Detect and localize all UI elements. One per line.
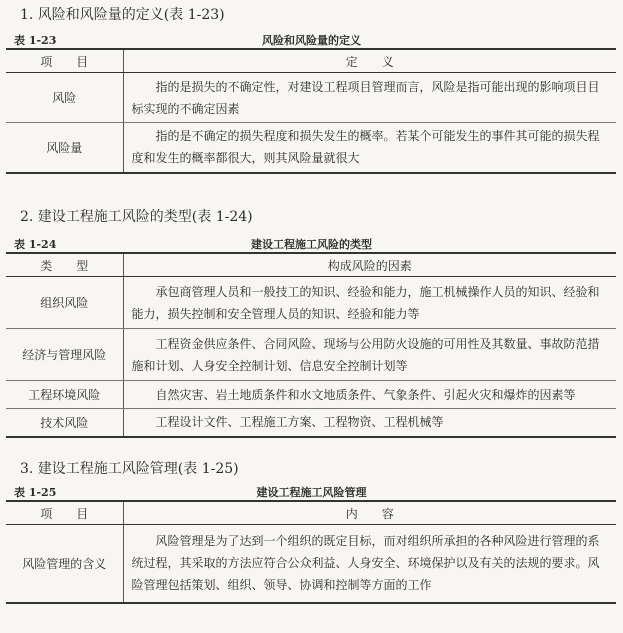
table-row <box>6 277 616 329</box>
column-header-definition: 定 义 <box>123 49 616 73</box>
row-label: 工程环境风险 <box>6 381 123 409</box>
column-header-item: 项 目 <box>6 501 123 525</box>
table-caption <box>0 30 623 48</box>
section-risk-types <box>0 208 623 438</box>
section-heading: 3. 建设工程施工风险管理(表 1-25) <box>20 461 239 477</box>
column-header-item: 项 目 <box>6 49 123 73</box>
table-number: 表 1-25 <box>14 486 57 499</box>
row-content: 风险管理是为了达到一个组织的既定目标，而对组织所承担的各种风险进行管理的系统过程，其采取的方法应符合公众利益、人身安全、环境保护以及有关的法规的要求。风险管理包括策划、组织、领导、协调和控制等方面的工作 <box>123 525 616 603</box>
row-label: 组织风险 <box>6 277 123 329</box>
row-content: 指的是不确定的损失程度和损失发生的概率。若某个可能发生的事件其可能的损失程度和发生的概率都很大，则其风险量就很大 <box>123 123 616 173</box>
row-label: 风险 <box>6 73 123 123</box>
column-header-type: 类 型 <box>6 253 123 277</box>
table-header-row <box>6 501 616 525</box>
table-row <box>6 525 616 603</box>
table-title: 建设工程施工风险管理 <box>256 486 367 499</box>
table-header-row <box>6 253 616 277</box>
table-number: 表 1-24 <box>14 238 57 251</box>
table-risk-management <box>6 500 616 604</box>
table-row <box>6 73 616 123</box>
row-content: 工程资金供应条件、合同风险、现场与公用防火设施的可用性及其数量、事故防范措施和计划、人身安全控制计划、信息安全控制计划等 <box>123 329 616 381</box>
table-header-row <box>6 49 616 73</box>
column-header-content: 内 容 <box>123 501 616 525</box>
table-caption <box>0 482 623 500</box>
row-content: 指的是损失的不确定性，对建设工程项目管理而言，风险是指可能出现的影响项目目标实现的不确定因素 <box>123 73 616 123</box>
table-row <box>6 409 616 437</box>
section-heading: 2. 建设工程施工风险的类型(表 1-24) <box>20 209 253 225</box>
table-risk-definition <box>6 48 616 174</box>
table-row <box>6 329 616 381</box>
section-heading: 1. 风险和风险量的定义(表 1-23) <box>20 7 225 23</box>
table-row <box>6 381 616 409</box>
row-label: 风险管理的含义 <box>6 525 123 603</box>
table-title: 建设工程施工风险的类型 <box>251 238 372 251</box>
row-content: 自然灾害、岩土地质条件和水文地质条件、气象条件、引起火灾和爆炸的因素等 <box>123 381 616 409</box>
section-risk-definition <box>0 6 623 174</box>
row-label: 经济与管理风险 <box>6 329 123 381</box>
table-risk-types <box>6 252 616 438</box>
row-label: 风险量 <box>6 123 123 173</box>
table-caption <box>0 234 623 252</box>
table-number: 表 1-23 <box>14 34 57 47</box>
table-row <box>6 123 616 173</box>
row-content: 工程设计文件、工程施工方案、工程物资、工程机械等 <box>123 409 616 437</box>
table-title: 风险和风险量的定义 <box>262 34 361 47</box>
column-header-factors: 构成风险的因素 <box>123 253 616 277</box>
row-label: 技术风险 <box>6 409 123 437</box>
section-risk-management <box>0 460 623 604</box>
row-content: 承包商管理人员和一般技工的知识、经验和能力，施工机械操作人员的知识、经验和能力，损失控制和安全管理人员的知识、经验和能力等 <box>123 277 616 329</box>
